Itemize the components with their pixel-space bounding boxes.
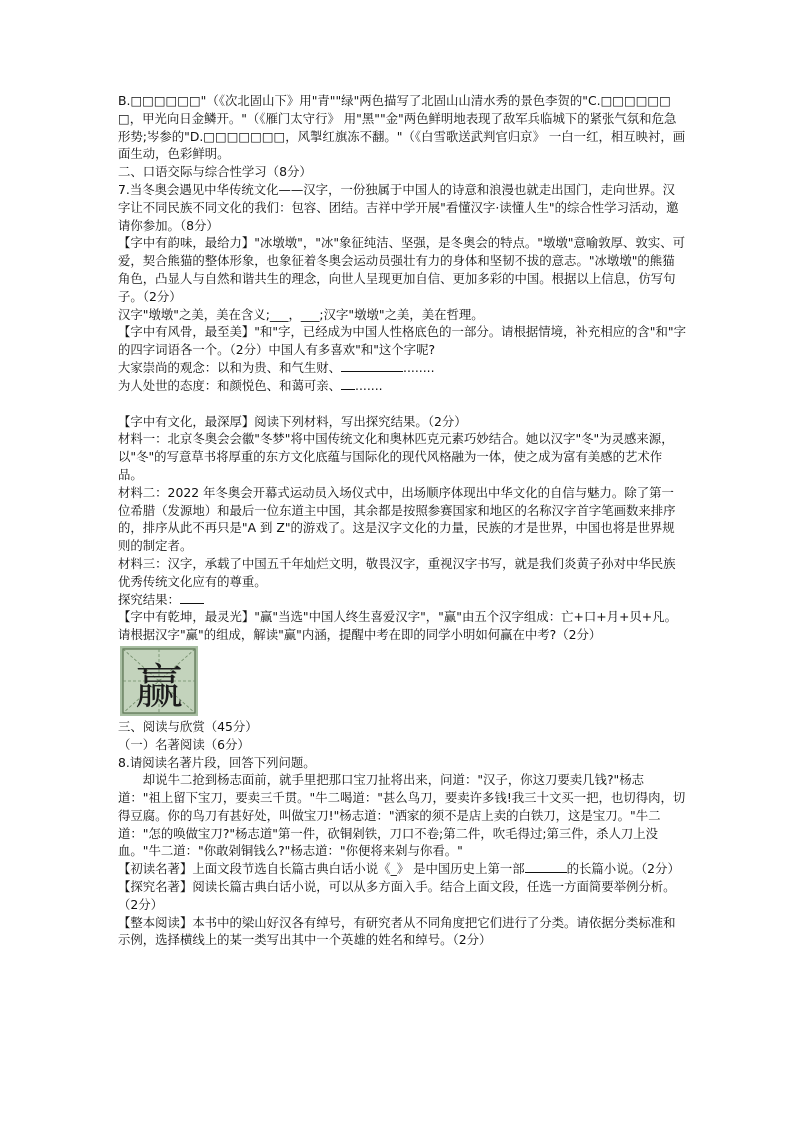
subtask-3-text: 【字中有文化，最深厚】阅读下列材料，写出探究结果。（2分） (118, 413, 467, 429)
document-page (118, 92, 686, 949)
first-reading-text-end: 的长篇小说。（2分） (566, 861, 680, 877)
first-reading-text: 【初读名著】上面文段节选自长篇古典白话小说《_》 是中国历史上第一部 (118, 861, 525, 877)
ellipsis: ........ (403, 359, 435, 375)
material-1: 材料一：北京冬奥会会徽"冬梦"将中国传统文化和奥林匹克元素巧妙结合。她以汉字"冬"为灵感来源，以"冬"的写意草书将厚重的东方文化底蕴与国际化的现代风格融为一体，使之成为富有美感的艺术作品。 (118, 431, 674, 482)
whole-book-task: 【整本阅读】本书中的梁山好汉各有绰号，有研究者从不同角度把它们进行了分类。请依据分类标准和示例，选择横线上的某一类写出其中一个英雄的姓名和绰号。（2分） (118, 914, 676, 948)
subtask-4-text: 【字中有乾坤，最灵光】"赢"当选"中国人终生喜爱汉字"，"赢"由五个汉字组成：亡+口+月+贝+凡。请根据汉字"赢"的组成，解读"赢"内涵，提醒中考在即的同学小明如何赢在中考?（2分） (118, 609, 677, 643)
section-3-heading: 三、阅读与欣赏（45分） (118, 718, 258, 734)
section-2-heading: 二、口语交际与综合性学习（8分） (118, 164, 312, 180)
excerpt-passage: 却说牛二抢到杨志面前，就手里把那口宝刀扯将出来，问道："汉子，你这刀要卖几钱?"杨志道："祖上留下宝刀，要卖三千贯。"牛二喝道："甚么鸟刀，要卖许多钱!我三十文买一把，也切得肉，切得豆腐。你的鸟刀有甚好处，叫做宝刀!"杨志道："洒家的须不是店上卖的白铁刀，这是宝刀。"牛二道："怎的唤做宝刀?"杨志道"第一件，砍铜剁铁，刀口不卷;第二件，吹毛得过;第三件，杀人刀上没血。"牛二道："你敢剁铜钱么?"杨志道："你便将来剁与你看。" (118, 772, 686, 859)
answer-blank[interactable] (525, 872, 567, 873)
explore-task: 【探究名著】阅读长篇古典白话小说，可以从多方面入手。结合上面文段，任选一方面简要举例分析。（2分） (118, 879, 676, 912)
subtask-2-line-2 (118, 377, 686, 395)
answer-blank[interactable] (180, 603, 204, 604)
ellipsis: ....... (355, 377, 383, 393)
subtask-1-text: 【字中有韵味，最给力】"冰墩墩"，"冰"象征纯洁、坚强，是冬奥会的特点。"墩墩"意喻敦厚、敦实、可爱，契合熊猫的整体形象，也象征着冬奥会运动员强壮有力的身体和坚韧不拔的意志。"冰墩墩"的熊猫角色，凸显人与自然和谐共生的理念，向世人呈现更加自信、更加多彩的中国。根据以上信息，仿写句子。（2分） (118, 235, 685, 304)
material-2: 材料二：2022 年冬奥会开幕式运动员入场仪式中，出场顺序体现出中华文化的自信与魅力。除了第一位希腊（发源地）和最后一位东道主中国，其余都是按照参赛国家和地区的名称汉字首字笔画数来排序的，排序从此不再只是"A 到 Z"的游戏了。这是汉字文化的力量，民族的才是世界，中国也将是世界规则的制定者。 (118, 484, 676, 554)
character-ying-image (120, 646, 198, 716)
question-6-options-text: B.□□□□□□"（《次北固山下》用"青""绿"两色描写了北固山山清水秀的景色李贺的"C.□□□□□□□，甲光向日金鳞开。"（《雁门太守行》 用"黑""金"两色鲜明地表现了敌军兵临城下的紧张气氛和危急形势;岑参的"D.□□□□□□□，风掣红旗冻不翻。"（《白雪歌送武判官归京》 一白一红，相互映衬，画面生动，色彩鲜明。 (118, 93, 686, 162)
character-ying-glyph: 赢 (134, 658, 184, 715)
answer-blank[interactable] (341, 371, 403, 372)
subtask-2-line-1 (118, 359, 686, 377)
spacer (118, 395, 686, 413)
question-7-intro: 7.当冬奥会遇见中华传统文化——汉字，一份独属于中国人的诗意和浪漫也就走出国门，走向世界。汉字让不同民族不同文化的我们：包容、团结。吉祥中学开展"看懂汉字·读懂人生"的综合性学习活动，邀请你参加。（8分） (118, 181, 679, 233)
material-3: 材料三：汉字，承载了中国五千年灿烂文明，敬畏汉字，重视汉字书写，就是我们炎黄子孙对中华民族优秀传统文化应有的尊重。 (118, 555, 676, 589)
subtask-2-line-2-text: 为人处世的态度：和颜悦色、和蔼可亲、 (118, 377, 342, 393)
subtask-1-fill-sentence: 汉字"墩墩"之美，美在含义;___，___;汉字"墩墩"之美，美在哲理。 (118, 306, 484, 322)
subsection-1-heading: （一）名著阅读（6分） (118, 736, 250, 752)
inquiry-result-label: 探究结果： (118, 591, 180, 607)
subtask-2-text: 【字中有风骨，最至美】"和"字，已经成为中国人性格底色的一部分。请根据情境，补充相应的含"和"字的四字词语各一个。（2分）中国人有多喜欢"和"这个字呢? (118, 324, 686, 358)
inquiry-result-line (118, 591, 686, 609)
answer-blank[interactable] (341, 389, 355, 390)
question-8-intro: 8.请阅读名著片段，回答下列问题。 (118, 754, 316, 770)
subtask-2-line-1-text: 大家崇尚的观念：以和为贵、和气生财、 (118, 359, 342, 375)
first-reading-task (118, 860, 686, 878)
